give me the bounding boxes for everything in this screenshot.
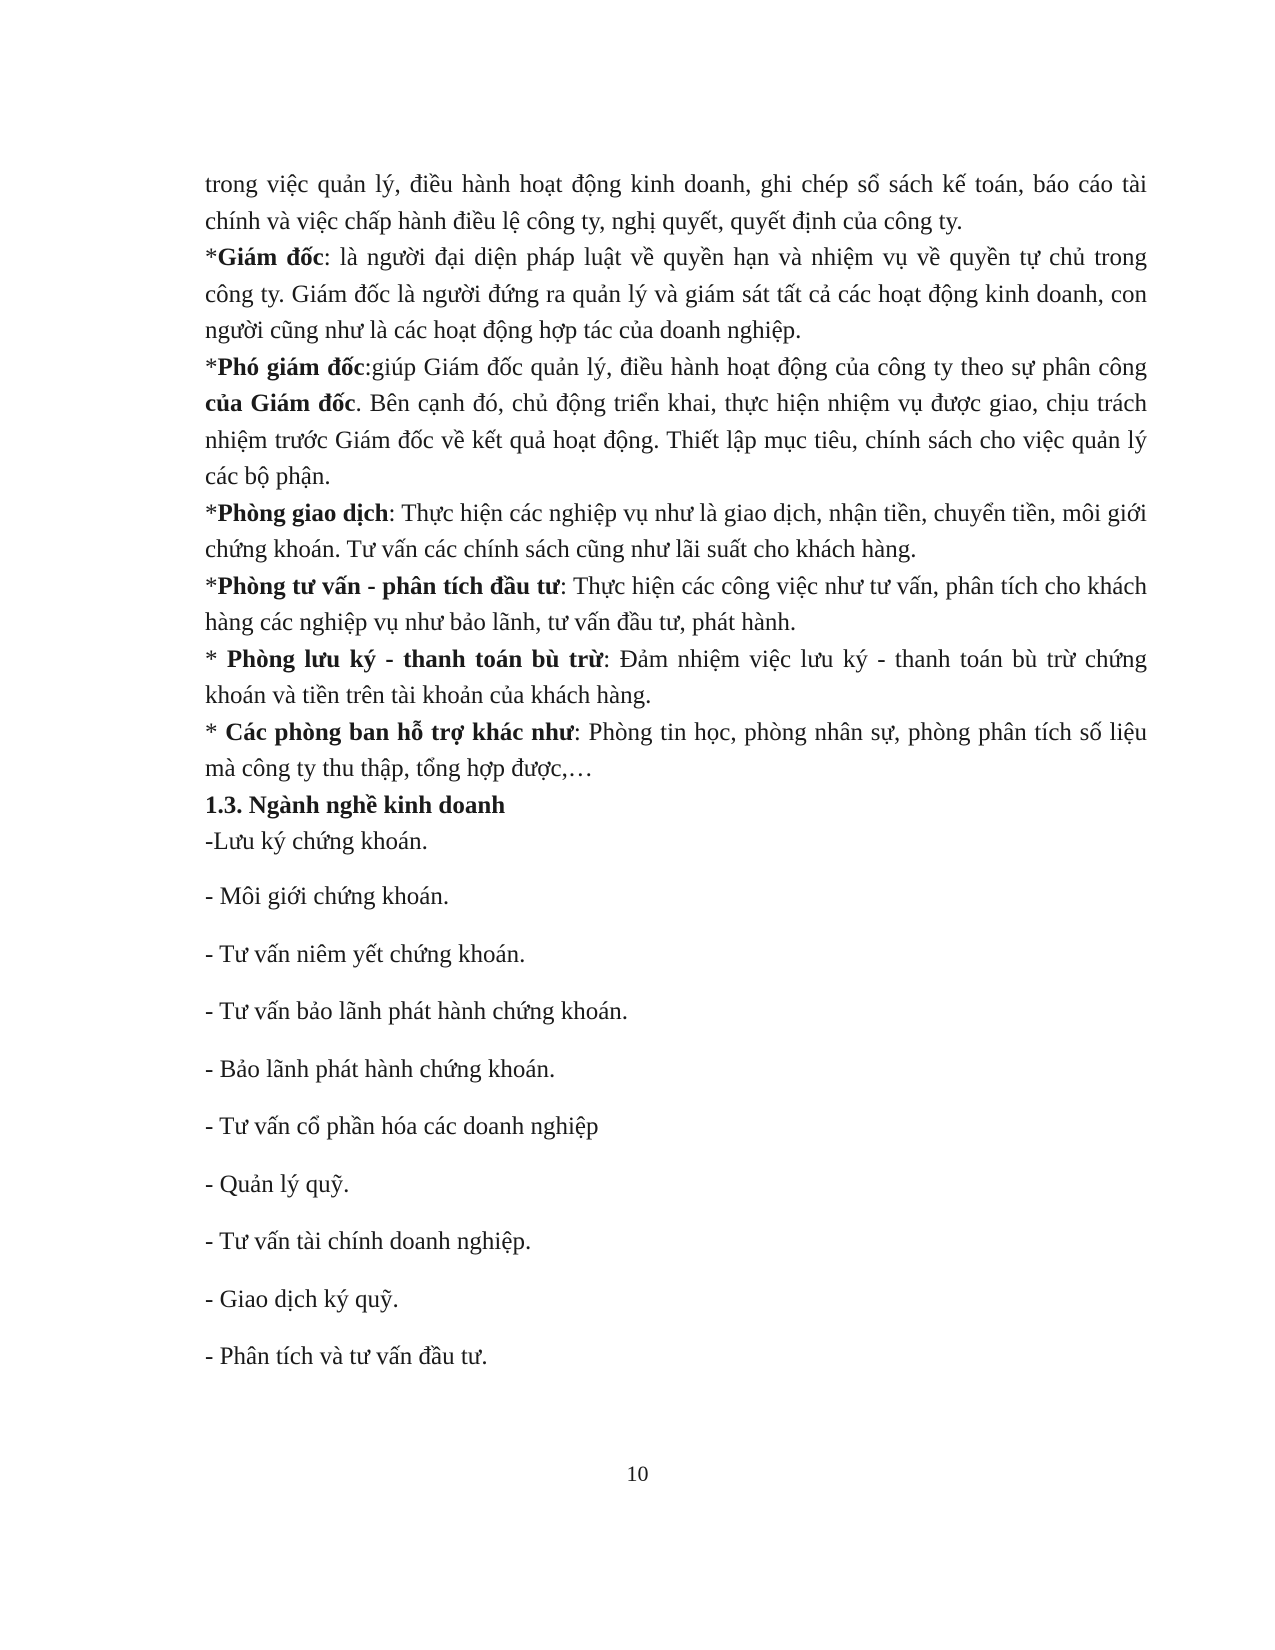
role-custody-office-title: Phòng lưu ký - thanh toán bù trừ [226, 645, 604, 673]
role-advisory-office-text: : Thực hiện các công việc như tư vấn, phân tích cho khách hàng các nghiệp vụ như bảo lãnh, tư vấn đầu tư, phát hành. [205, 572, 1147, 636]
list-item: - Tư vấn niêm yết chứng khoán. [205, 940, 526, 968]
page-number: 10 [626, 1461, 649, 1486]
role-director-prefix: * [205, 244, 218, 271]
list-item: - Tư vấn cổ phần hóa các doanh nghiệp [205, 1113, 599, 1140]
role-advisory-office-title: Phòng tư vấn - phân tích đầu tư [217, 572, 560, 600]
document-body [205, 167, 1147, 1397]
role-director [205, 240, 1147, 350]
role-transaction-office-title: Phòng giao dịch [217, 499, 389, 527]
role-transaction-office-text: : Thực hiện các nghiệp vụ như là giao dịch, nhận tiền, chuyển tiền, môi giới chứng khoán. Tư vấn các chính sách cũng như lãi suất cho khách hàng. [205, 499, 1147, 563]
role-support-offices [205, 715, 1147, 788]
role-support-offices-prefix: * [205, 718, 226, 746]
role-deputy-director-text-a: :giúp Giám đốc quản lý, điều hành hoạt động của công ty theo sự phân công [364, 353, 1148, 381]
list-item: - Tư vấn tài chính doanh nghiệp. [205, 1228, 532, 1255]
role-deputy-director-text-b: . Bên cạnh đó, chủ động triển khai, thực hiện nhiệm vụ được giao, chịu trách nhiệm trước Giám đốc về kết quả hoạt động. Thiết lập mục tiêu, chính sách cho việc quản lý các bộ phận. [205, 390, 1148, 490]
role-custody-office-prefix: * [205, 645, 227, 673]
role-advisory-office-prefix: * [205, 572, 218, 600]
role-support-offices-title: Các phòng ban hỗ trợ khác như [225, 718, 574, 746]
role-advisory-office [205, 569, 1147, 642]
role-support-offices-text: : Phòng tin học, phòng nhân sự, phòng phân tích số liệu mà công ty thu thập, tổng hợp được,… [205, 718, 1148, 782]
role-deputy-director [205, 350, 1147, 496]
role-deputy-director-prefix: * [205, 353, 218, 381]
role-deputy-director-title: Phó giám đốc [217, 353, 365, 381]
role-custody-office-text: : Đảm nhiệm việc lưu ký - thanh toán bù trừ chứng khoán và tiền trên tài khoản của khách hàng. [205, 645, 1147, 709]
list-item: - Tư vấn bảo lãnh phát hành chứng khoán. [205, 998, 629, 1025]
intro-paragraph: trong việc quản lý, điều hành hoạt động kinh doanh, ghi chép sổ sách kế toán, báo cáo tài chính và việc chấp hành điều lệ công ty, nghị quyết, quyết định của công ty. [205, 171, 1147, 235]
section-heading: 1.3. Ngành nghề kinh doanh [205, 791, 506, 819]
role-deputy-director-bold-mid: của Giám đốc [205, 390, 356, 417]
business-lines-list [205, 824, 1147, 1397]
role-director-title: Giám đốc [217, 244, 324, 271]
role-custody-office [205, 642, 1147, 715]
list-item: - Phân tích và tư vấn đầu tư. [205, 1343, 488, 1370]
role-transaction-office-prefix: * [205, 499, 218, 527]
list-item: - Môi giới chứng khoán. [205, 883, 450, 910]
list-item: - Quản lý quỹ. [205, 1170, 350, 1198]
list-item: - Giao dịch ký quỹ. [205, 1285, 399, 1313]
list-item: - Bảo lãnh phát hành chứng khoán. [205, 1055, 556, 1083]
role-director-text: : là người đại diện pháp luật về quyền hạn và nhiệm vụ về quyền tự chủ trong công ty. Giám đốc là người đứng ra quản lý và giám sát tất cả các hoạt động kinh doanh, con người cũng như là các hoạt động hợp tác của doanh nghiệp. [205, 244, 1147, 344]
role-transaction-office [205, 496, 1147, 569]
list-item: -Lưu ký chứng khoán. [205, 828, 428, 855]
